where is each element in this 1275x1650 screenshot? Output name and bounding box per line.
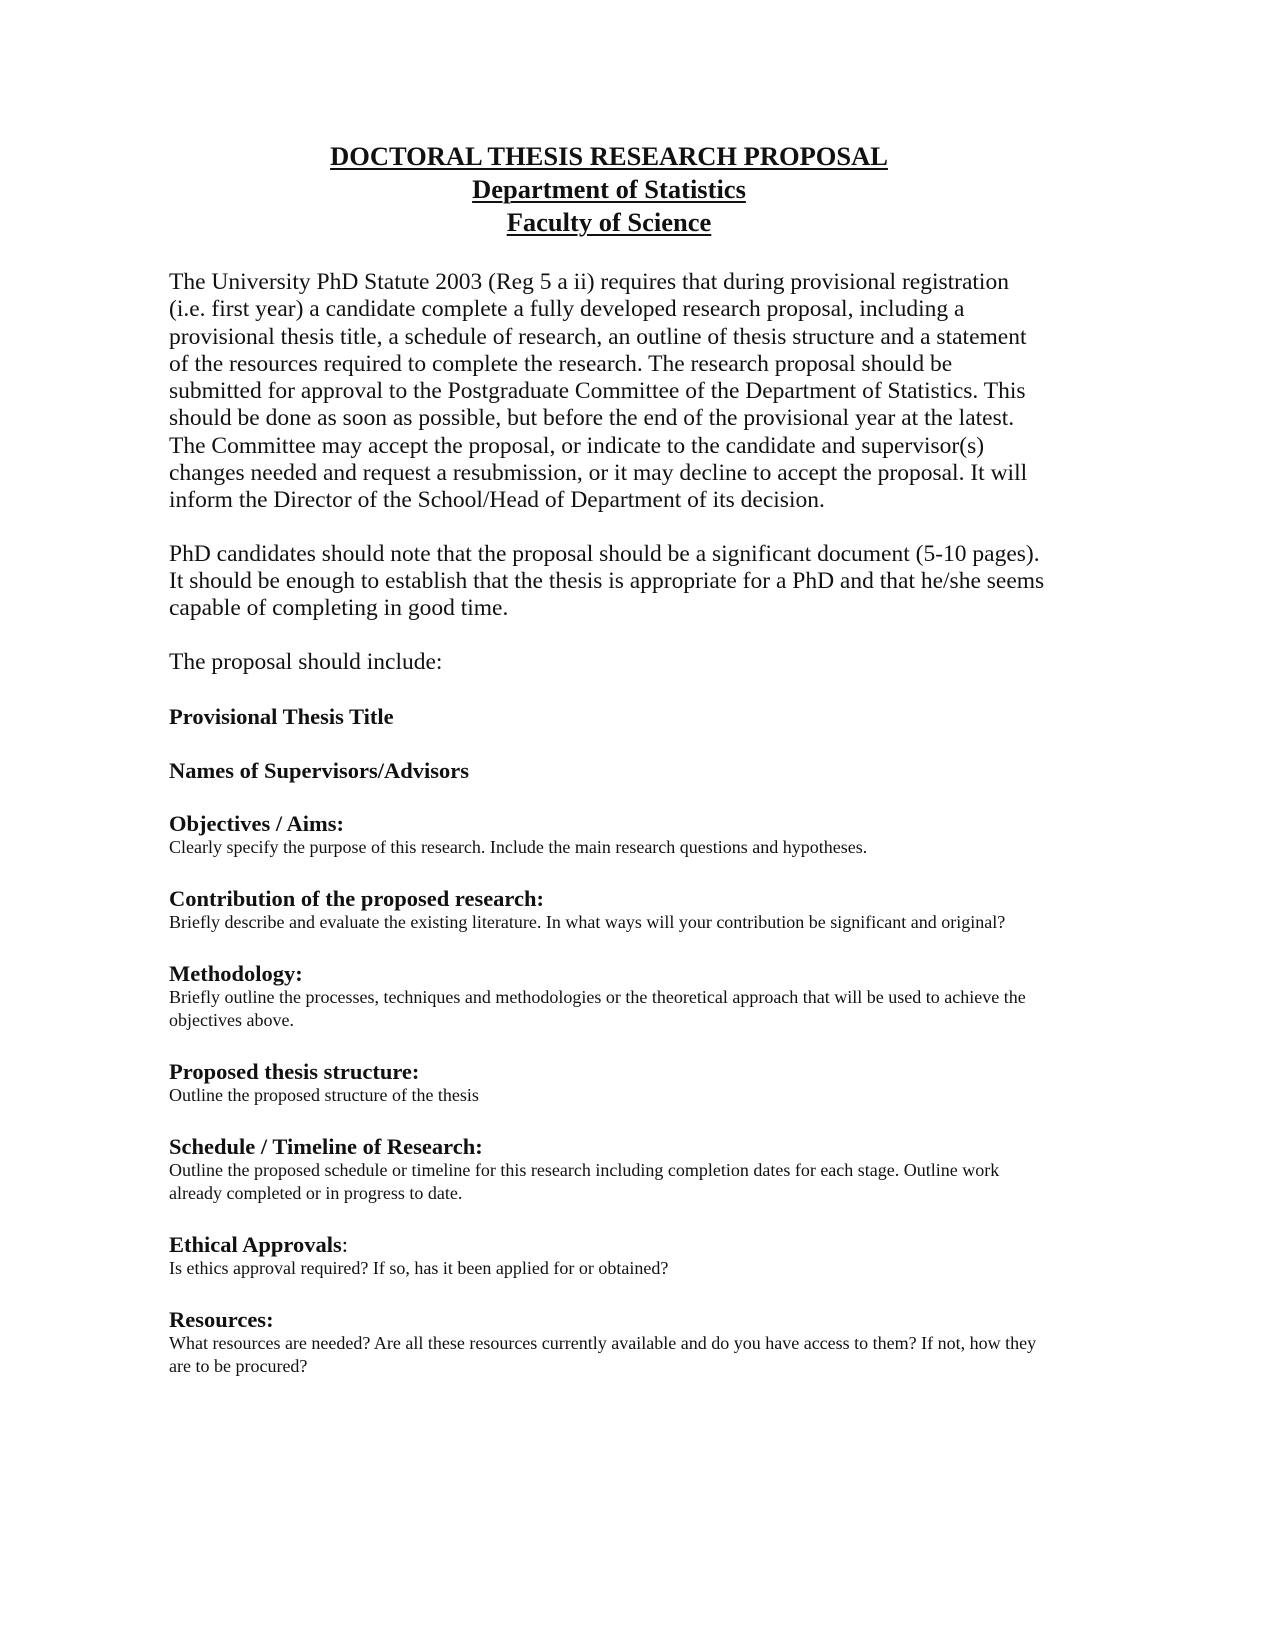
department-title: Department of Statistics [472,174,746,204]
ethical-heading: Ethical Approvals [169,1231,342,1257]
resources-description: What resources are needed? Are all these resources currently available and do you have access to them? If not, how they are to be procured? [169,1332,1037,1376]
faculty-title: Faculty of Science [506,207,712,237]
resources-section [169,1307,1049,1378]
methodology-heading: Methodology: [169,960,303,986]
ethical-section [169,1232,1049,1280]
title-block [169,140,1049,239]
document-title: DOCTORAL THESIS RESEARCH PROPOSAL [330,141,888,171]
structure-description: Outline the proposed structure of the thesis [169,1084,479,1105]
resources-heading: Resources: [169,1306,274,1332]
schedule-section [169,1134,1049,1205]
objectives-description: Clearly specify the purpose of this research. Include the main research questions and hypotheses. [169,836,868,857]
contribution-description: Briefly describe and evaluate the existing literature. In what ways will your contribution be significant and original? [169,911,1006,932]
ethical-heading-colon: : [341,1231,349,1257]
structure-heading: Proposed thesis structure: [169,1058,420,1084]
statute-paragraph: The University PhD Statute 2003 (Reg 5 a ii) requires that during provisional registration (i.e. first year) a candidate complete a fully developed research proposal, including a provisional thesis title, a schedule of research, an outline of thesis structure and a statement of the resources required to complete the research. The research proposal should be submitted for approval to the Postgraduate Committee of the Department of Statistics. This should be done as soon as possible, but before the end of the provisional year at the latest. The Committee may accept the proposal, or indicate to the candidate and supervisor(s) changes needed and request a resubmission, or it may decline to accept the proposal. It will inform the Director of the School/Head of Department of its decision. [169,269,1028,514]
contribution-section [169,886,1049,934]
contribution-heading: Contribution of the proposed research: [169,885,545,911]
provisional-title-heading: Provisional Thesis Title [169,703,394,729]
methodology-section [169,961,1049,1032]
objectives-heading: Objectives / Aims: [169,810,344,836]
methodology-description: Briefly outline the processes, techniques and methodologies or the theoretical approach that will be used to achieve the objectives above. [169,986,1026,1030]
ethical-description: Is ethics approval required? If so, has it been applied for or obtained? [169,1257,669,1278]
supervisors-heading: Names of Supervisors/Advisors [169,757,470,783]
candidates-paragraph: PhD candidates should note that the proposal should be a significant document (5-10 pages). It should be enough to establish that the thesis is appropriate for a PhD and that he/she seems capable of completing in good time. [169,540,1045,622]
schedule-description: Outline the proposed schedule or timeline for this research including completion dates for each stage. Outline work already completed or in progress to date. [169,1159,1000,1203]
document-page [169,140,1049,1378]
objectives-section [169,811,1049,859]
ethical-heading-line [169,1232,1049,1257]
schedule-heading: Schedule / Timeline of Research: [169,1133,483,1159]
include-paragraph: The proposal should include: [169,648,443,675]
structure-section [169,1059,1049,1107]
